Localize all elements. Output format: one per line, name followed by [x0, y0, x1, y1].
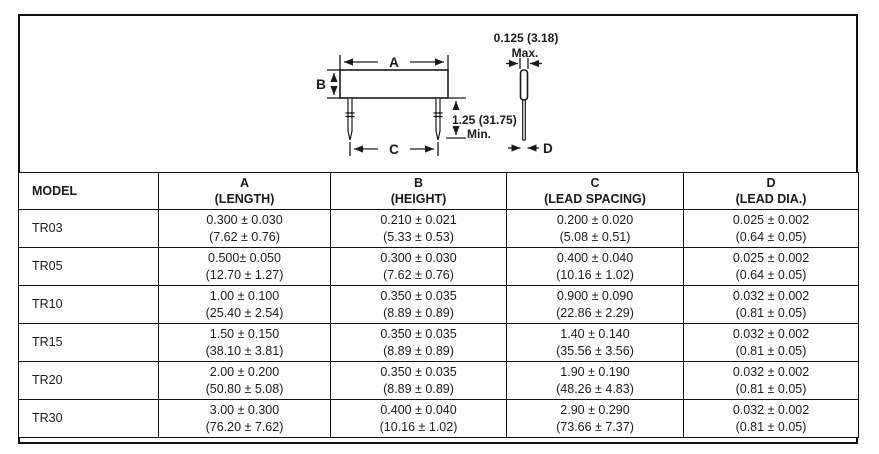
lead-side	[523, 100, 526, 140]
component-body-side	[521, 70, 528, 100]
dim-mm: (10.16 ± 1.02)	[556, 267, 634, 282]
lead-left	[348, 98, 352, 140]
dim-b-cell	[331, 210, 507, 248]
dim-mm: (5.08 ± 0.51)	[559, 229, 631, 244]
dim-inches: 0.900 ± 0.090	[556, 288, 634, 303]
dimension-spec-table	[18, 172, 859, 438]
dim-inches: 0.200 ± 0.020	[556, 212, 634, 227]
model-name: TR10	[32, 297, 63, 312]
col-header-c	[507, 173, 684, 210]
dim-mm: (10.16 ± 1.02)	[379, 419, 458, 434]
dim-b-cell	[331, 400, 507, 438]
side-view	[494, 31, 559, 156]
dim-mm: (12.70 ± 1.27)	[205, 267, 284, 282]
dim-mm: (0.64 ± 0.05)	[735, 267, 807, 282]
dim-inches: 0.032 ± 0.002	[732, 402, 810, 417]
dim-c-cell	[507, 362, 684, 400]
dim-d-cell	[684, 248, 859, 286]
lead-length-value: 1.25 (31.75)	[452, 113, 517, 127]
dim-inches: 0.210 ± 0.021	[380, 212, 457, 227]
dim-mm: (25.40 ± 2.54)	[205, 305, 284, 320]
col-header-letter: A	[239, 175, 250, 190]
model-cell	[19, 400, 159, 438]
col-header-letter: C	[590, 175, 600, 190]
dim-inches: 0.032 ± 0.002	[732, 364, 810, 379]
dim-mm: (38.10 ± 3.81)	[205, 343, 284, 358]
dim-mm: (0.81 ± 0.05)	[735, 343, 807, 358]
col-header-b	[331, 173, 507, 210]
dim-inches: 0.350 ± 0.035	[380, 326, 457, 341]
col-header-model	[19, 173, 159, 210]
model-cell	[19, 324, 159, 362]
table-row	[19, 362, 859, 400]
dim-mm: (8.89 ± 0.89)	[383, 305, 454, 320]
dim-inches: 0.500± 0.050	[208, 250, 281, 265]
model-cell	[19, 286, 159, 324]
model-cell	[19, 362, 159, 400]
dim-b-cell	[331, 324, 507, 362]
dim-a-cell	[159, 248, 331, 286]
dim-inches: 0.032 ± 0.002	[732, 326, 810, 341]
dim-mm: (35.56 ± 3.56)	[556, 343, 634, 358]
dim-mm: (5.33 ± 0.53)	[383, 229, 454, 244]
dim-mm: (7.62 ± 0.76)	[383, 267, 454, 282]
dim-a-cell	[159, 210, 331, 248]
dim-inches: 3.00 ± 0.300	[209, 402, 280, 417]
dim-d-cell	[684, 286, 859, 324]
dim-inches: 0.300 ± 0.030	[380, 250, 457, 265]
dim-c-cell	[507, 248, 684, 286]
dim-mm: (76.20 ± 7.62)	[205, 419, 284, 434]
col-header-letter: B	[413, 175, 424, 190]
dim-d-cell	[684, 324, 859, 362]
model-name: TR15	[32, 335, 63, 350]
dim-inches: 2.00 ± 0.200	[209, 364, 280, 379]
dim-inches: 1.00 ± 0.100	[209, 288, 280, 303]
lead-right	[436, 98, 440, 140]
dim-mm: (0.64 ± 0.05)	[735, 229, 807, 244]
model-name: TR03	[32, 221, 63, 236]
package-dimensions-diagram	[18, 14, 858, 172]
lead-length-min-label: Min.	[467, 127, 491, 141]
dim-b-label: B	[316, 77, 326, 92]
table-row	[19, 248, 859, 286]
dim-b-cell	[331, 248, 507, 286]
col-header-desc: (LENGTH)	[214, 192, 275, 206]
body-width-value: 0.125 (3.18)	[493, 31, 559, 45]
dim-a-cell	[159, 400, 331, 438]
dim-c-label: C	[389, 142, 399, 157]
dim-a-cell	[159, 286, 331, 324]
dim-inches: 1.40 ± 0.140	[560, 326, 630, 341]
dim-c-cell	[507, 286, 684, 324]
dim-mm: (8.89 ± 0.89)	[383, 343, 454, 358]
table-header-row	[19, 173, 859, 210]
table-row	[19, 210, 859, 248]
dim-inches: 1.50 ± 0.150	[209, 326, 280, 341]
dim-inches: 0.400 ± 0.040	[380, 402, 457, 417]
body-width-max-label: Max.	[511, 46, 539, 60]
dim-mm: (73.66 ± 7.37)	[556, 419, 634, 434]
dim-mm: (0.81 ± 0.05)	[735, 419, 807, 434]
front-view	[316, 55, 517, 157]
dim-inches: 0.300 ± 0.030	[206, 212, 283, 227]
dim-inches: 0.350 ± 0.035	[380, 364, 457, 379]
table-row	[19, 324, 859, 362]
dim-mm: (50.80 ± 5.08)	[205, 381, 284, 396]
dim-inches: 1.90 ± 0.190	[560, 364, 630, 379]
model-cell	[19, 210, 159, 248]
component-body-front	[340, 70, 448, 98]
col-header-d	[684, 173, 859, 210]
dim-mm: (7.62 ± 0.76)	[209, 229, 280, 244]
dim-c-cell	[507, 324, 684, 362]
dim-c-cell	[507, 400, 684, 438]
table-row	[19, 286, 859, 324]
dim-inches: 2.90 ± 0.290	[560, 402, 630, 417]
col-header-letter: D	[766, 175, 776, 190]
col-header-desc: (HEIGHT)	[390, 192, 447, 206]
col-header-desc: (LEAD SPACING)	[544, 192, 646, 206]
dim-inches: 0.350 ± 0.035	[380, 288, 457, 303]
dim-inches: 0.025 ± 0.002	[732, 212, 810, 227]
dim-d-cell	[684, 210, 859, 248]
table-row	[19, 400, 859, 438]
dim-inches: 0.400 ± 0.040	[556, 250, 634, 265]
dim-b-cell	[331, 362, 507, 400]
model-cell	[19, 248, 159, 286]
col-header-desc: (LEAD DIA.)	[735, 192, 807, 206]
dim-mm: (22.86 ± 2.29)	[556, 305, 634, 320]
dim-c-cell	[507, 210, 684, 248]
dim-a-label: A	[389, 55, 399, 70]
dim-d-label: D	[543, 141, 553, 156]
dim-a-cell	[159, 362, 331, 400]
model-name: TR05	[32, 259, 63, 274]
dim-inches: 0.032 ± 0.002	[732, 288, 810, 303]
dim-a-cell	[159, 324, 331, 362]
model-name: TR30	[32, 411, 63, 426]
dim-b-cell	[331, 286, 507, 324]
col-header-a	[159, 173, 331, 210]
dim-mm: (0.81 ± 0.05)	[735, 381, 807, 396]
col-header-label: MODEL	[32, 183, 78, 198]
dim-mm: (8.89 ± 0.89)	[383, 381, 454, 396]
dim-d-cell	[684, 362, 859, 400]
model-name: TR20	[32, 373, 63, 388]
dim-mm: (48.26 ± 4.83)	[556, 381, 634, 396]
dim-mm: (0.81 ± 0.05)	[735, 305, 807, 320]
dim-inches: 0.025 ± 0.002	[732, 250, 810, 265]
dim-d-cell	[684, 400, 859, 438]
